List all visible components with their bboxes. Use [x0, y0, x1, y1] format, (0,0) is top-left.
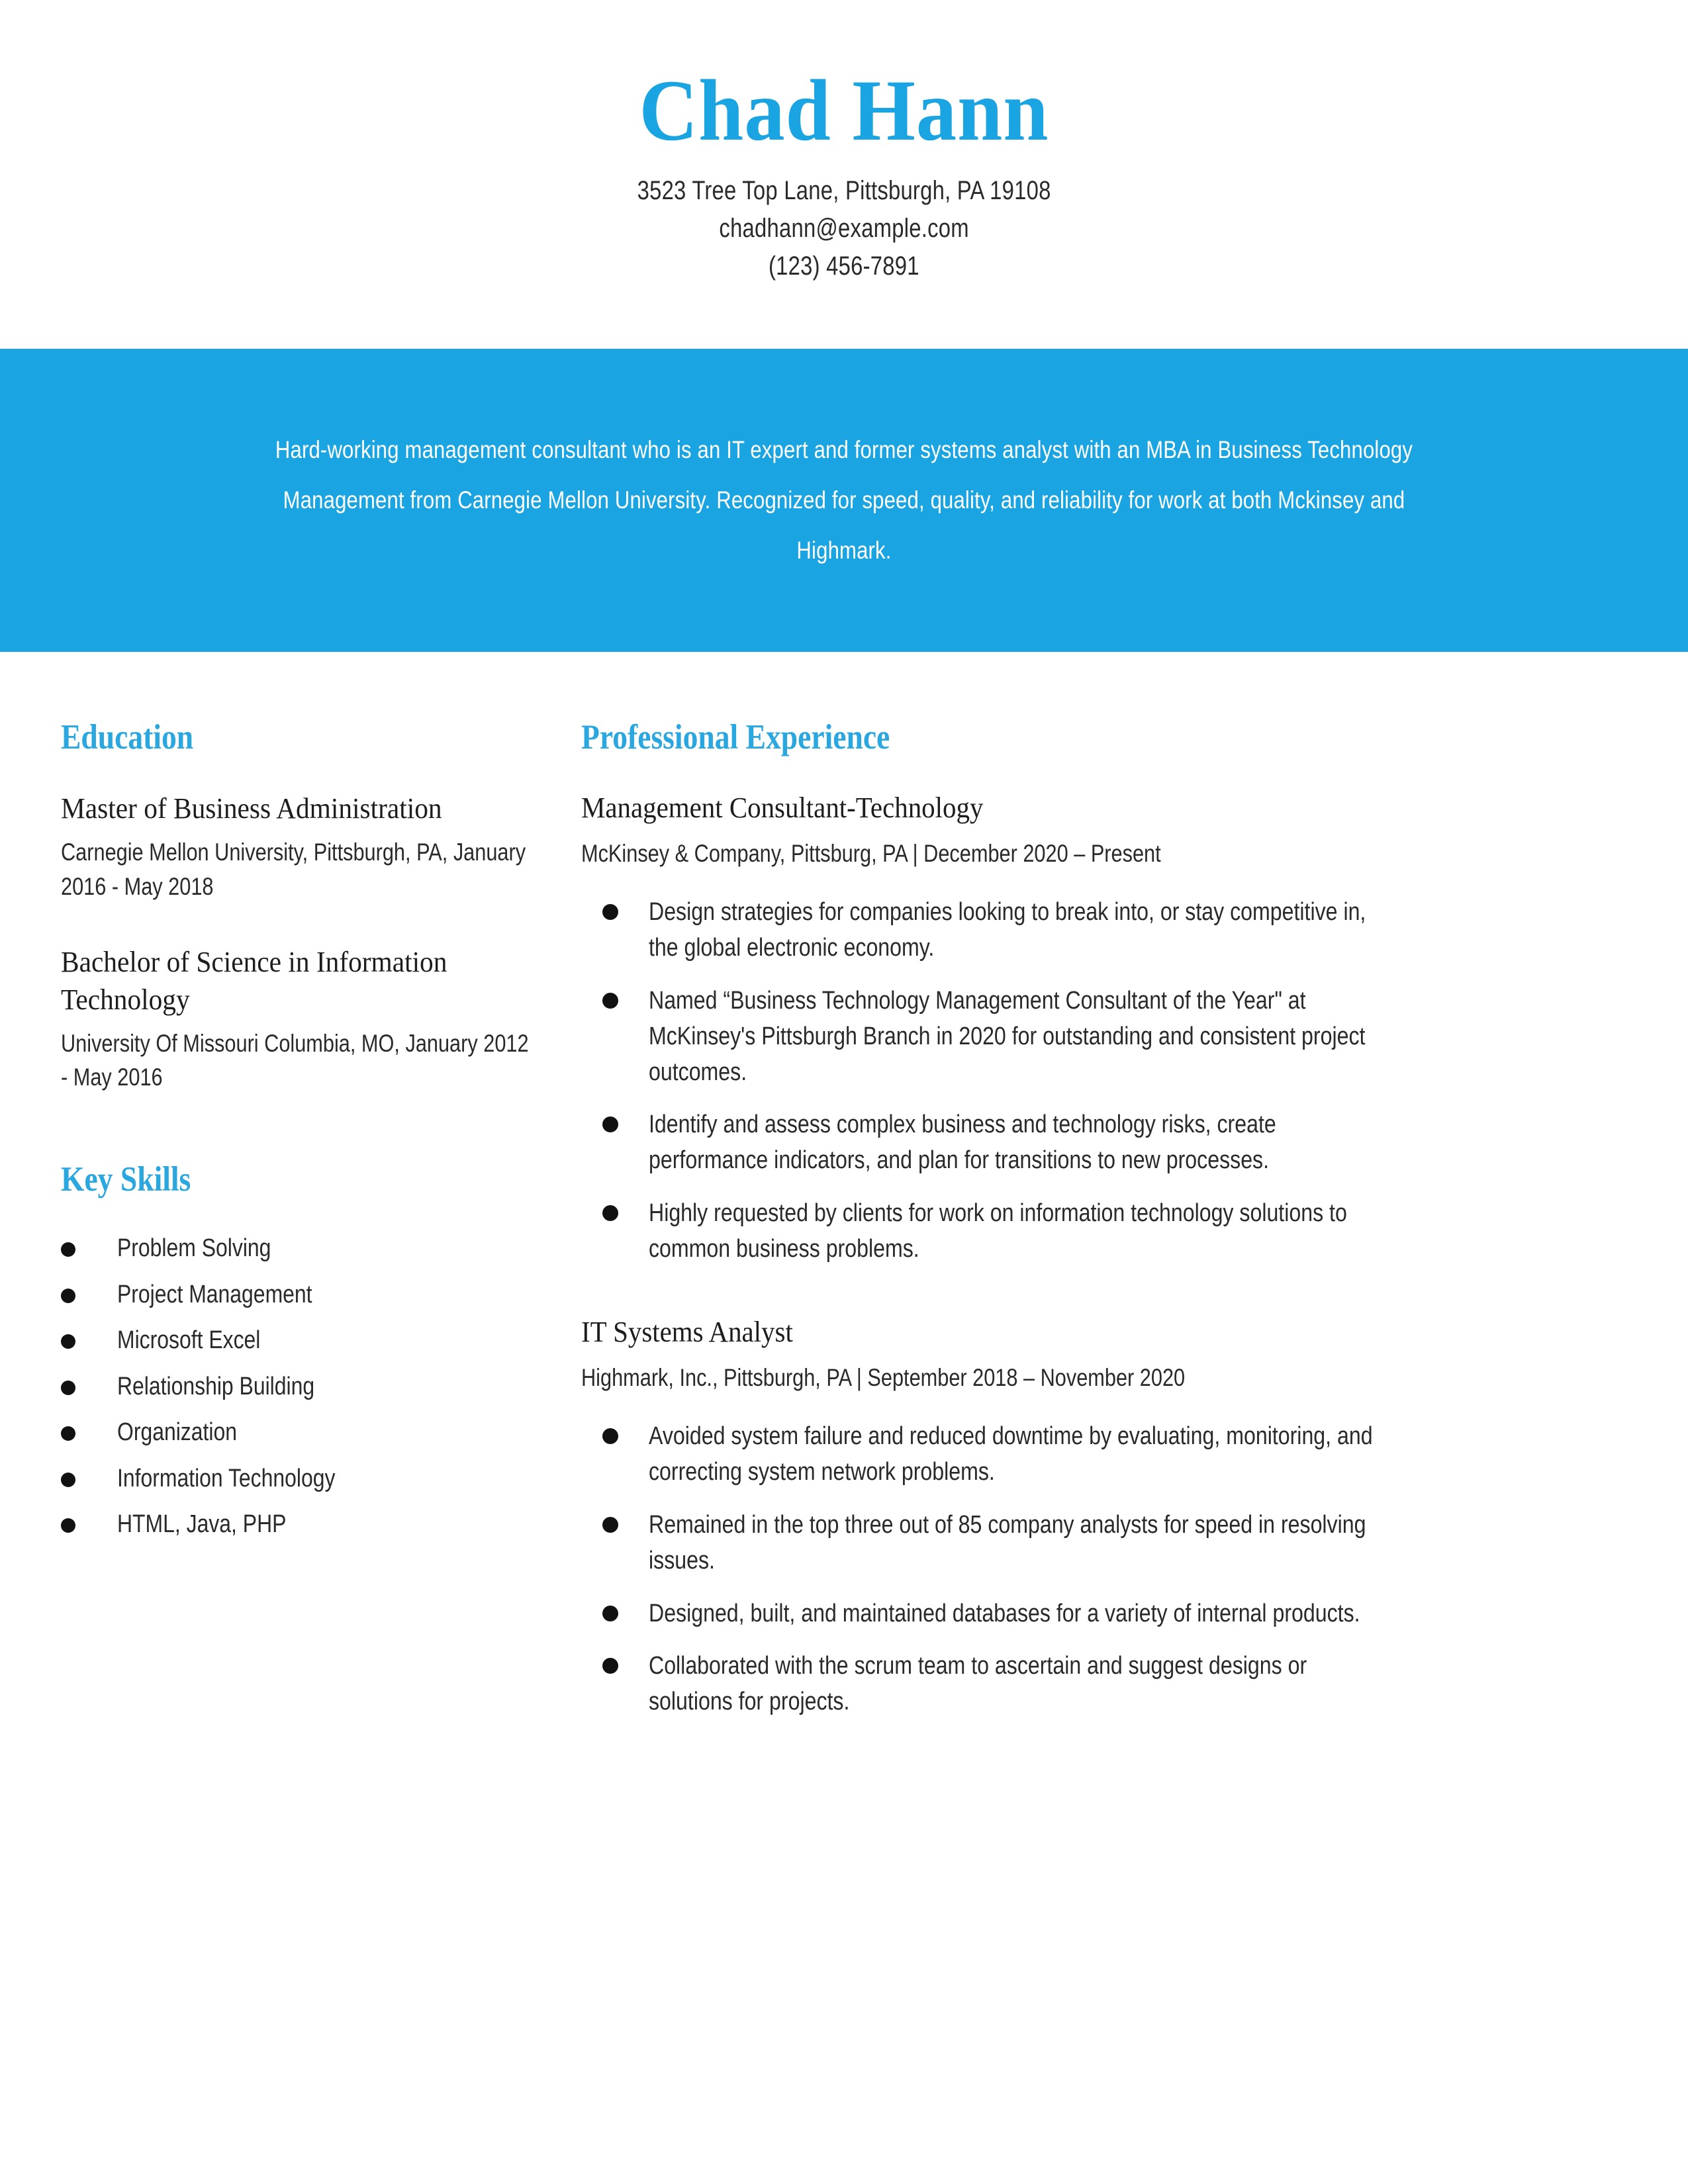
bullet-icon	[61, 1473, 75, 1487]
job-title: Management Consultant-Technology	[581, 792, 984, 825]
bullet-icon	[602, 904, 618, 920]
education-entry	[61, 790, 543, 903]
list-item	[61, 1509, 543, 1541]
job-title: IT Systems Analyst	[581, 1316, 793, 1349]
contact-address: 3523 Tree Top Lane, Pittsburgh, PA 19108	[637, 175, 1051, 205]
list-item	[581, 895, 1609, 966]
job-bullet-text: Designed, built, and maintained databases for a variety of internal products.	[649, 1599, 1360, 1627]
key-skills-heading: Key Skills	[61, 1160, 191, 1199]
list-item	[581, 1508, 1609, 1579]
skill-label: Relationship Building	[117, 1372, 315, 1400]
job-bullet-text: Design strategies for companies looking to break into, or stay competitive in, the global electronic economy.	[649, 897, 1366, 962]
job-bullet-list	[581, 895, 1609, 1268]
education-section	[61, 718, 543, 1094]
list-item	[61, 1279, 543, 1311]
bullet-icon	[602, 1116, 618, 1132]
contact-email[interactable]: chadhann@example.com	[719, 213, 969, 243]
job-bullet-text: Highly requested by clients for work on information technology solutions to common business problems.	[649, 1199, 1347, 1263]
job-bullet-text: Named “Business Technology Management Consultant of the Year" at McKinsey's Pittsburgh Branch in 2020 for outstanding and consistent project outcomes.	[649, 986, 1366, 1086]
list-item	[61, 1463, 543, 1495]
job-bullet-text: Avoided system failure and reduced downtime by evaluating, monitoring, and correcting system network problems.	[649, 1422, 1373, 1486]
education-degree: Master of Business Administration	[61, 792, 442, 825]
resume-body	[0, 718, 1688, 1720]
experience-entry	[581, 790, 1609, 1267]
key-skills-section	[61, 1160, 543, 1541]
job-bullet-text: Remained in the top three out of 85 company analysts for speed in resolving issues.	[649, 1510, 1366, 1574]
key-skills-list	[61, 1233, 543, 1541]
education-entry	[61, 943, 543, 1094]
bullet-icon	[602, 993, 618, 1009]
list-item	[581, 1649, 1609, 1720]
list-item	[581, 983, 1609, 1091]
bullet-icon	[61, 1334, 75, 1349]
left-column	[0, 718, 569, 1720]
skill-label: Information Technology	[117, 1464, 336, 1492]
list-item	[581, 1419, 1609, 1490]
experience-entry	[581, 1314, 1609, 1720]
job-bullet-text: Identify and assess complex business and technology risks, create performance indicators, and plan for transitions to new processes.	[649, 1111, 1276, 1175]
education-meta: Carnegie Mellon University, Pittsburgh, PA, January 2016 - May 2018	[61, 839, 526, 900]
skill-label: Organization	[117, 1418, 237, 1447]
right-column	[569, 718, 1688, 1720]
education-meta: University Of Missouri Columbia, MO, January 2012 - May 2016	[61, 1029, 529, 1091]
experience-list	[581, 790, 1609, 1720]
contact-block	[0, 175, 1688, 283]
job-bullet-text: Collaborated with the scrum team to ascertain and suggest designs or solutions for projects.	[649, 1652, 1307, 1716]
list-item	[61, 1417, 543, 1449]
experience-heading: Professional Experience	[581, 718, 890, 756]
list-item	[61, 1325, 543, 1357]
bullet-icon	[602, 1428, 618, 1444]
bullet-icon	[602, 1606, 618, 1621]
resume-header	[0, 0, 1688, 282]
job-meta: Highmark, Inc., Pittsburgh, PA | September 2018 – November 2020	[581, 1363, 1186, 1391]
list-item	[581, 1196, 1609, 1267]
skill-label: HTML, Java, PHP	[117, 1510, 287, 1539]
bullet-icon	[602, 1205, 618, 1221]
job-bullet-list	[581, 1419, 1609, 1721]
list-item	[61, 1371, 543, 1403]
bullet-icon	[61, 1518, 75, 1533]
list-item	[581, 1107, 1609, 1179]
bullet-icon	[61, 1426, 75, 1441]
education-degree: Bachelor of Science in Information Technology	[61, 945, 447, 1016]
list-item	[61, 1233, 543, 1265]
summary-banner	[0, 349, 1688, 652]
education-heading: Education	[61, 718, 194, 756]
job-meta: McKinsey & Company, Pittsburg, PA | December 2020 – Present	[581, 839, 1161, 867]
candidate-name: Chad Hann	[639, 62, 1049, 159]
list-item	[581, 1596, 1609, 1632]
bullet-icon	[602, 1517, 618, 1533]
bullet-icon	[61, 1381, 75, 1395]
education-list	[61, 790, 543, 1094]
contact-phone[interactable]: (123) 456-7891	[769, 251, 919, 281]
bullet-icon	[61, 1289, 75, 1303]
summary-text: Hard-working management consultant who is an IT expert and former systems analyst with an MBA in Business Technology Management from Carnegie Mellon University. Recognized for speed, quality, and reliability for work at both Mckinsey and Highmark.	[275, 436, 1413, 564]
skill-label: Problem Solving	[117, 1234, 271, 1263]
skill-label: Microsoft Excel	[117, 1326, 261, 1355]
bullet-icon	[61, 1242, 75, 1257]
skill-label: Project Management	[117, 1280, 312, 1308]
bullet-icon	[602, 1658, 618, 1674]
